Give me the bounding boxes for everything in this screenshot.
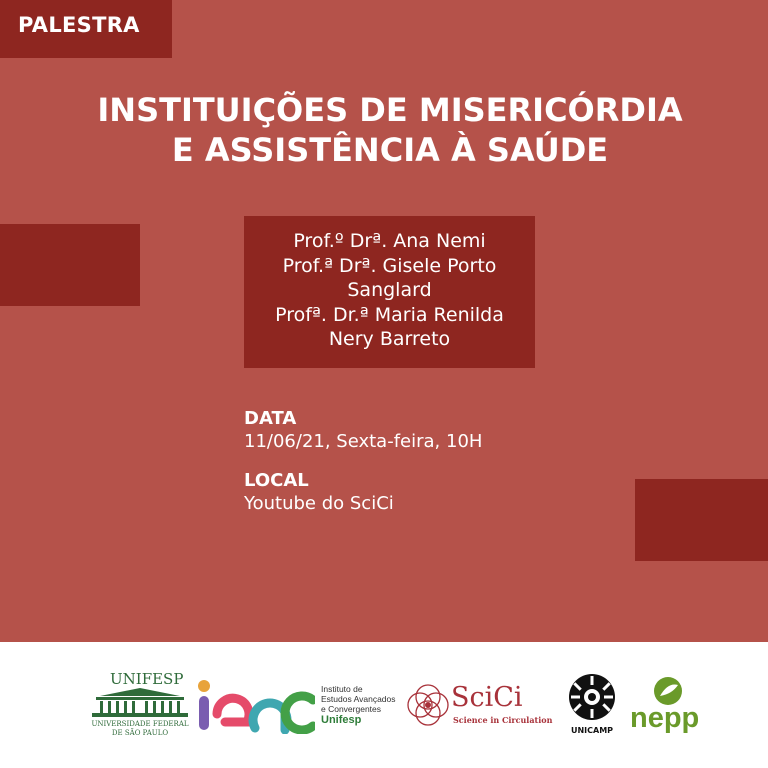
date-section bbox=[244, 408, 482, 454]
speaker-line: Nery Barreto bbox=[328, 328, 451, 350]
ieac-line2: Estudos Avançados bbox=[321, 694, 396, 704]
building-icon bbox=[90, 688, 190, 718]
ieac-mark-icon bbox=[197, 678, 315, 734]
scici-logo bbox=[405, 682, 555, 732]
event-title-line2: E ASSISTÊNCIA À SAÚDE bbox=[171, 131, 609, 169]
category-tag-label: PALESTRA bbox=[18, 13, 140, 37]
date-value: 11/06/21, Sexta-feira, 10H bbox=[244, 431, 483, 452]
unifesp-sub2: DE SÃO PAULO bbox=[111, 729, 169, 737]
date-label: DATA bbox=[244, 408, 297, 429]
category-tag bbox=[0, 0, 172, 58]
unifesp-logo bbox=[90, 670, 190, 740]
decorative-block-left bbox=[0, 224, 140, 306]
ieac-line4: Unifesp bbox=[321, 714, 362, 726]
scici-name: SciCi bbox=[451, 682, 523, 713]
speaker-line: Prof.ª Drª. Gisele Porto bbox=[282, 254, 497, 277]
unicamp-emblem-icon bbox=[565, 672, 619, 722]
logo-footer bbox=[0, 642, 768, 768]
ieac-line3: e Convergentes bbox=[321, 704, 382, 714]
nepp-name: nepp bbox=[630, 702, 700, 734]
scici-emblem-icon bbox=[405, 682, 451, 728]
unifesp-name: UNIFESP bbox=[110, 670, 184, 688]
location-value: Youtube do SciCi bbox=[244, 493, 394, 514]
unicamp-logo bbox=[562, 672, 622, 738]
decorative-block-right bbox=[635, 479, 768, 561]
ieac-logo bbox=[197, 678, 402, 738]
scici-sub: Science in Circulation bbox=[453, 715, 553, 725]
ieac-line1: Instituto de bbox=[321, 684, 363, 694]
speaker-line: Sanglard bbox=[347, 279, 432, 301]
event-title-line1: INSTITUIÇÕES DE MISERICÓRDIA bbox=[97, 91, 683, 129]
speakers-box bbox=[244, 216, 535, 368]
speaker-line: Prof.º Drª. Ana Nemi bbox=[293, 230, 486, 252]
event-title bbox=[60, 90, 720, 170]
location-section bbox=[244, 470, 394, 516]
unifesp-sub1: UNIVERSIDADE FEDERAL bbox=[91, 720, 189, 728]
location-label: LOCAL bbox=[244, 470, 309, 491]
speaker-line: Profª. Dr.ª Maria Renilda bbox=[275, 303, 504, 326]
nepp-logo bbox=[630, 676, 710, 736]
unicamp-name: UNICAMP bbox=[570, 726, 614, 735]
